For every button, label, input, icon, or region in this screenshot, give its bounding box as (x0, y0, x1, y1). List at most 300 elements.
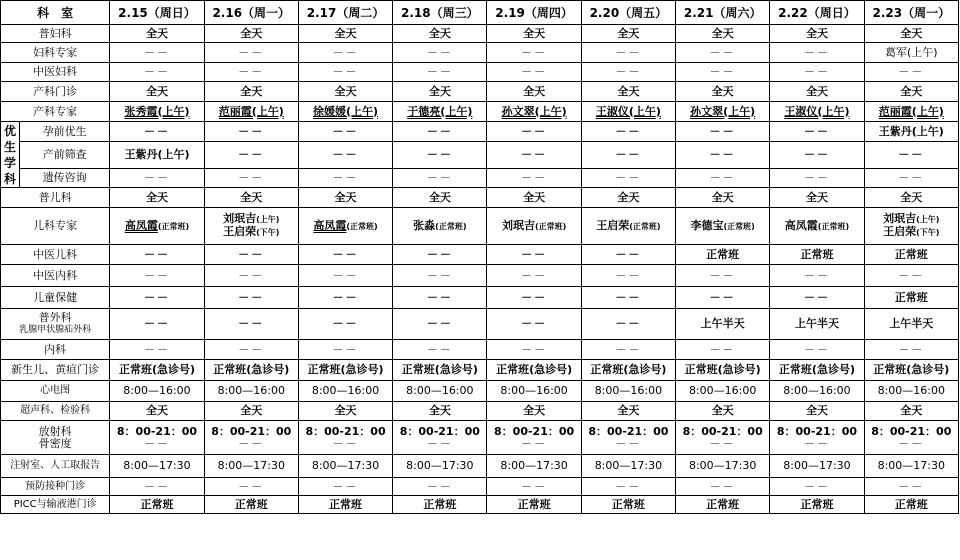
cell-text: －－ (898, 268, 925, 282)
cell-text: －－ (143, 65, 170, 78)
cell-text: －－ (426, 148, 453, 161)
schedule-cell (487, 82, 581, 102)
cell-line (770, 220, 863, 233)
dept-name-text: 新生儿、黄疸门诊 (11, 363, 100, 376)
cell-text: －－ (332, 479, 359, 493)
cell-line (865, 438, 958, 450)
schedule-cell (110, 265, 204, 287)
cell-text: －－ (332, 268, 359, 282)
cell-text: －－ (332, 436, 359, 450)
schedule-cell (581, 381, 675, 402)
cell-text: 8:00—16:00 (123, 384, 191, 397)
dept-name (1, 82, 110, 102)
cell-text: 正常班 (894, 290, 928, 304)
table-row (1, 287, 959, 309)
cell-text: 范丽霞(上午) (218, 104, 284, 118)
table-row (1, 381, 959, 402)
cell-text: 8:00—16:00 (217, 384, 285, 397)
dept-name-text: 中医妇科 (33, 65, 78, 78)
schedule-cell (770, 360, 864, 381)
cell-text: 刘珉吉 (223, 212, 257, 225)
schedule-cell (110, 309, 204, 340)
schedule-cell (393, 188, 487, 208)
cell-text: －－ (426, 268, 453, 282)
date-header: 2.15（周日） (110, 1, 204, 25)
schedule-cell (204, 402, 298, 421)
cell-text: －－ (521, 436, 548, 450)
cell-text: 全天 (805, 84, 828, 98)
cell-line (676, 438, 769, 450)
cell-text: －－ (143, 124, 170, 138)
cell-text: －－ (238, 479, 265, 493)
cell-text: 全天 (428, 404, 451, 417)
table-row (1, 43, 959, 63)
cell-text: 高凤霞 (124, 218, 158, 232)
cell-text: 张秀霞(上午) (124, 104, 190, 118)
cell-text: 8:00—16:00 (406, 384, 474, 397)
schedule-cell (204, 421, 298, 455)
cell-text: 8:00—16:00 (688, 384, 757, 397)
table-row (1, 265, 959, 287)
cell-text: 8:00—17:30 (123, 459, 191, 472)
cell-text: 全天 (240, 84, 263, 98)
dept-name (20, 122, 110, 142)
cell-text: －－ (238, 148, 265, 161)
schedule-cell (676, 402, 770, 421)
cell-text: －－ (521, 124, 548, 138)
schedule-cell (864, 169, 958, 188)
dept-name (1, 309, 110, 340)
cell-text: 全天 (428, 84, 451, 98)
cell-note: (上午) (916, 215, 940, 224)
dept-name-text: 遗传咨询 (42, 171, 87, 184)
schedule-cell (204, 340, 298, 360)
cell-text: 全天 (617, 190, 640, 204)
schedule-cell (487, 169, 581, 188)
schedule-cell (864, 208, 958, 245)
cell-text: 8：00-21：00 (399, 424, 480, 438)
schedule-cell (581, 102, 675, 122)
schedule-cell (110, 63, 204, 82)
cell-line (582, 220, 675, 233)
dept-name-text: 注射室、人工取报告 (10, 460, 101, 471)
dept-name (1, 287, 110, 309)
cell-text: 王启荣 (883, 225, 917, 238)
schedule-cell (393, 102, 487, 122)
cell-text: －－ (709, 148, 736, 161)
dept-name (1, 102, 110, 122)
cell-text: －－ (803, 65, 830, 78)
cell-text: －－ (426, 247, 453, 261)
cell-text: 全天 (900, 84, 923, 98)
cell-text: －－ (143, 247, 170, 261)
schedule-cell (204, 208, 298, 245)
schedule-cell (770, 122, 864, 142)
cell-text: 正常班(急诊号) (307, 363, 384, 376)
schedule-cell (298, 381, 392, 402)
dept-name (1, 245, 110, 265)
schedule-cell (676, 142, 770, 169)
schedule-cell (770, 142, 864, 169)
cell-text: 8：00-21：00 (494, 424, 575, 438)
cell-text: －－ (709, 342, 736, 356)
cell-text: 全天 (900, 26, 923, 40)
cell-text: 8：00-21：00 (305, 424, 386, 438)
schedule-cell (487, 381, 581, 402)
cell-text: 8：00-21：00 (211, 424, 292, 438)
schedule-cell (487, 63, 581, 82)
cell-text: －－ (803, 342, 830, 356)
cell-text: －－ (709, 124, 736, 138)
cell-text: －－ (332, 171, 359, 184)
cell-line (676, 220, 769, 233)
schedule-cell (487, 102, 581, 122)
schedule-cell (393, 208, 487, 245)
schedule-cell (110, 122, 204, 142)
cell-text: 正常班(急诊号) (590, 363, 667, 376)
schedule-cell (581, 122, 675, 142)
schedule-cell (204, 142, 298, 169)
dept-name-text: PICC与输液港门诊 (13, 498, 97, 510)
cell-text: －－ (615, 436, 642, 450)
cell-text: 全天 (523, 84, 546, 98)
schedule-cell (487, 25, 581, 43)
schedule-cell (676, 265, 770, 287)
cell-text: 上午半天 (889, 317, 934, 330)
cell-text: 全天 (334, 404, 357, 417)
cell-text: 全天 (428, 26, 451, 40)
schedule-cell (770, 421, 864, 455)
cell-text: －－ (615, 268, 642, 282)
cell-text: 8:00—16:00 (500, 384, 568, 397)
cell-text: －－ (615, 45, 642, 59)
cell-text: 正常班 (329, 497, 363, 511)
cell-note: (正常班) (723, 221, 755, 231)
cell-text: 王淑仪(上午) (784, 104, 850, 118)
table-row (1, 102, 959, 122)
schedule-cell (770, 496, 864, 514)
dept-name (1, 381, 110, 402)
cell-text: 8:00—17:30 (311, 459, 380, 472)
schedule-cell (110, 287, 204, 309)
cell-text: 王启荣 (223, 225, 257, 238)
dept-name (1, 478, 110, 496)
schedule-cell (110, 208, 204, 245)
cell-text: －－ (143, 342, 170, 356)
schedule-cell (676, 421, 770, 455)
cell-text: 正常班 (234, 497, 268, 511)
date-header: 2.16（周一） (204, 1, 298, 25)
table-row (1, 245, 959, 265)
schedule-cell (487, 208, 581, 245)
schedule-cell (487, 455, 581, 478)
cell-line (205, 226, 298, 239)
table-row (1, 63, 959, 82)
schedule-cell (581, 63, 675, 82)
schedule-cell (487, 402, 581, 421)
cell-text: 范丽霞(上午) (878, 104, 944, 118)
cell-text: －－ (332, 148, 359, 161)
schedule-cell (393, 496, 487, 514)
schedule-cell (581, 265, 675, 287)
cell-text: 刘珉吉 (883, 212, 917, 225)
cell-note: (正常班) (534, 221, 567, 231)
schedule-cell (298, 340, 392, 360)
cell-text: 全天 (334, 190, 357, 204)
schedule-cell (298, 142, 392, 169)
cell-text: －－ (521, 171, 548, 184)
cell-text: －－ (803, 290, 830, 304)
schedule-cell (487, 43, 581, 63)
schedule-cell (581, 25, 675, 43)
date-header: 2.19（周四） (487, 1, 581, 25)
schedule-cell (676, 340, 770, 360)
schedule-cell (204, 245, 298, 265)
schedule-cell (864, 340, 958, 360)
table-row (1, 340, 959, 360)
schedule-cell (110, 43, 204, 63)
dept-name (20, 142, 110, 169)
cell-line (393, 438, 486, 450)
cell-text: 正常班 (800, 497, 834, 511)
dept-subname-text: 骨密度 (38, 436, 72, 450)
schedule-cell (581, 402, 675, 421)
cell-line (582, 438, 675, 450)
schedule-cell (110, 169, 204, 188)
dept-name (1, 455, 110, 478)
schedule-cell (110, 496, 204, 514)
schedule-cell (393, 478, 487, 496)
cell-text: －－ (615, 342, 642, 356)
schedule-cell (110, 421, 204, 455)
cell-text: 高凤霞 (313, 218, 347, 232)
schedule-cell (676, 122, 770, 142)
cell-text: 8:00—16:00 (594, 384, 663, 397)
schedule-cell (864, 102, 958, 122)
cell-text: －－ (332, 290, 359, 304)
dept-name-text: 普外科 (38, 311, 72, 324)
schedule-cell (487, 496, 581, 514)
schedule-cell (581, 309, 675, 340)
cell-text: 正常班 (706, 247, 740, 261)
cell-text: －－ (238, 45, 265, 59)
cell-text: －－ (615, 479, 642, 493)
cell-line (393, 220, 486, 233)
cell-text: 孙文翠(上午) (690, 104, 756, 118)
schedule-cell (487, 309, 581, 340)
schedule-cell (298, 82, 392, 102)
cell-text: －－ (615, 148, 642, 161)
cell-text: －－ (709, 479, 736, 493)
cell-text: －－ (803, 45, 830, 59)
cell-text: 全天 (711, 404, 734, 417)
cell-text: －－ (426, 124, 453, 138)
schedule-cell (676, 208, 770, 245)
cell-text: 全天 (617, 404, 640, 417)
cell-text: 全天 (805, 404, 828, 417)
cell-text: 8:00—17:30 (688, 459, 757, 472)
cell-text: 徐媛媛(上午) (313, 104, 379, 118)
cell-text: 8:00—17:30 (217, 459, 285, 472)
schedule-cell (204, 169, 298, 188)
schedule-cell (581, 340, 675, 360)
table-row (1, 25, 959, 43)
schedule-cell (487, 122, 581, 142)
cell-text: 正常班 (140, 497, 174, 511)
cell-text: －－ (332, 317, 359, 330)
cell-text: 全天 (711, 26, 734, 40)
table-row (1, 402, 959, 421)
dept-name (1, 496, 110, 514)
dept-name-text: 中医内科 (33, 268, 78, 282)
table-row (1, 309, 959, 340)
schedule-cell (581, 245, 675, 265)
table-row (1, 82, 959, 102)
schedule-cell (298, 122, 392, 142)
schedule-cell (204, 455, 298, 478)
schedule-cell (393, 142, 487, 169)
cell-text: 全天 (617, 84, 640, 98)
cell-text: －－ (332, 124, 359, 138)
dept-name-text: 心电图 (40, 385, 71, 396)
cell-text: 上午半天 (794, 317, 839, 330)
dept-header: 科 室 (1, 1, 110, 25)
schedule-cell (393, 43, 487, 63)
cell-text: －－ (143, 436, 170, 450)
cell-text: －－ (143, 268, 170, 282)
cell-text: －－ (426, 436, 453, 450)
cell-text: 张淼 (413, 218, 436, 232)
schedule-cell (770, 287, 864, 309)
cell-text: －－ (803, 268, 830, 282)
schedule-cell (864, 360, 958, 381)
cell-text: －－ (426, 342, 453, 356)
dept-name (1, 63, 110, 82)
cell-text: －－ (898, 479, 925, 493)
cell-text: 正常班 (894, 247, 928, 261)
cell-text: －－ (803, 479, 830, 493)
cell-text: 全天 (711, 190, 734, 204)
group-label: 优生学科 (1, 122, 20, 188)
dept-name-text: 妇科专家 (33, 45, 78, 59)
schedule-cell (393, 169, 487, 188)
dept-name-text: 中医儿科 (33, 247, 78, 261)
table-row (1, 188, 959, 208)
schedule-cell (393, 82, 487, 102)
dept-name (1, 188, 110, 208)
cell-text: 正常班 (611, 497, 645, 511)
schedule-cell (864, 188, 958, 208)
schedule-cell (864, 142, 958, 169)
schedule-cell (298, 309, 392, 340)
cell-text: 8：00-21：00 (588, 424, 669, 438)
schedule-cell (770, 455, 864, 478)
cell-text: 8:00—17:30 (406, 459, 474, 472)
cell-text: 8：00-21：00 (776, 424, 858, 438)
cell-text: 全天 (711, 84, 734, 98)
cell-text: －－ (521, 247, 548, 261)
schedule-cell (393, 309, 487, 340)
schedule-cell (864, 25, 958, 43)
date-header: 2.21（周六） (676, 1, 770, 25)
cell-text: －－ (803, 171, 830, 184)
cell-text: －－ (898, 148, 925, 161)
schedule-cell (393, 287, 487, 309)
schedule-cell (676, 169, 770, 188)
schedule-cell (393, 421, 487, 455)
date-header: 2.17（周二） (298, 1, 392, 25)
schedule-cell (204, 82, 298, 102)
schedule-cell (581, 478, 675, 496)
cell-text: －－ (521, 342, 548, 356)
cell-text: 全天 (523, 404, 546, 417)
dept-name-text: 超声科、检验科 (20, 405, 91, 416)
cell-text: 正常班(急诊号) (401, 363, 478, 376)
cell-note: (下午) (256, 228, 280, 237)
schedule-cell (581, 287, 675, 309)
schedule-cell (676, 496, 770, 514)
schedule-cell (110, 478, 204, 496)
schedule-cell (204, 25, 298, 43)
schedule-cell (487, 245, 581, 265)
schedule-cell (204, 478, 298, 496)
cell-line (205, 438, 298, 450)
schedule-cell (110, 82, 204, 102)
cell-text: 全天 (617, 26, 640, 40)
schedule-cell (110, 188, 204, 208)
cell-text: －－ (332, 45, 359, 59)
cell-text: 全天 (145, 404, 168, 417)
schedule-cell (204, 43, 298, 63)
schedule-cell (110, 455, 204, 478)
schedule-cell (204, 309, 298, 340)
cell-note: (正常班) (435, 221, 467, 231)
schedule-cell (393, 25, 487, 43)
schedule-cell (204, 63, 298, 82)
schedule-cell (676, 245, 770, 265)
schedule-cell (204, 360, 298, 381)
dept-name-text: 儿童保健 (33, 290, 78, 304)
schedule-cell (770, 309, 864, 340)
cell-text: －－ (709, 436, 736, 450)
schedule-cell (110, 142, 204, 169)
cell-line (487, 438, 580, 450)
dept-name (1, 402, 110, 421)
cell-line (110, 438, 203, 450)
dept-name (1, 421, 110, 455)
dept-name (1, 43, 110, 63)
cell-text: －－ (426, 479, 453, 493)
schedule-cell (110, 245, 204, 265)
schedule-cell (770, 169, 864, 188)
dept-name (1, 340, 110, 360)
table-row (1, 142, 959, 169)
schedule-cell (298, 25, 392, 43)
dept-name-text: 产前筛查 (42, 148, 87, 161)
schedule-cell (298, 245, 392, 265)
cell-text: －－ (143, 171, 170, 184)
schedule-cell (676, 455, 770, 478)
schedule-cell (110, 25, 204, 43)
schedule-cell (581, 43, 675, 63)
dept-name (1, 25, 110, 43)
schedule-cell (676, 82, 770, 102)
cell-text: 正常班(急诊号) (213, 363, 290, 376)
schedule-cell (581, 169, 675, 188)
schedule-cell (864, 478, 958, 496)
header-row (1, 1, 959, 25)
cell-text: －－ (426, 317, 453, 330)
